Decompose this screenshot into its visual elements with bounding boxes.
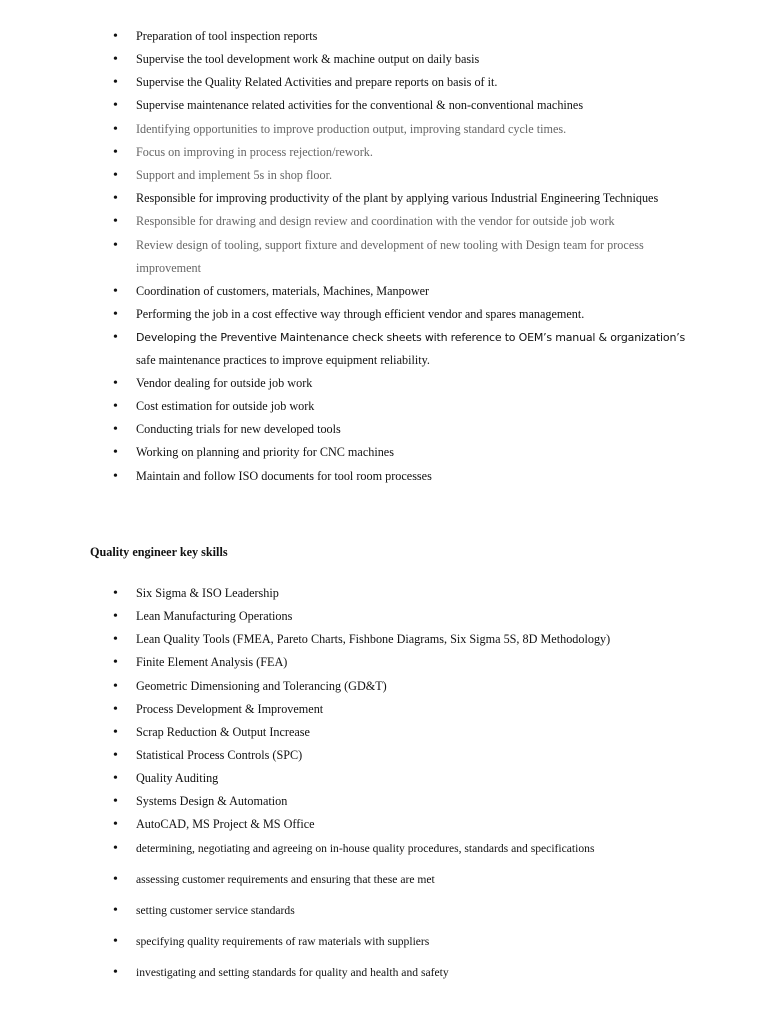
bullet-icon: • (113, 655, 118, 670)
bullet-icon: • (113, 98, 118, 113)
bullet-icon: • (113, 399, 118, 414)
bullet-icon: • (113, 145, 118, 160)
bullet-icon: • (113, 168, 118, 183)
bullet-icon: • (113, 238, 118, 253)
bullet-icon: • (113, 469, 118, 484)
bullet-icon: • (113, 794, 118, 809)
bullet-icon: • (113, 725, 118, 740)
bullet-icon: • (113, 872, 118, 887)
bullet-icon: • (113, 748, 118, 763)
bullet-icon: • (113, 75, 118, 90)
bullet-icon: • (113, 284, 118, 299)
bullet-icon: • (113, 586, 118, 601)
bullet-icon: • (113, 422, 118, 437)
section-heading: Quality engineer key skills (90, 545, 228, 559)
list-item-continuation: improvement (136, 261, 201, 275)
bullet-icon: • (113, 903, 118, 918)
bullet-icon: • (113, 214, 118, 229)
list-item-continuation: safe maintenance practices to improve equipment reliability. (136, 353, 430, 367)
bullet-icon: • (113, 307, 118, 322)
bullet-icon: • (113, 52, 118, 67)
bullet-icon: • (113, 841, 118, 856)
bullet-icon: • (113, 965, 118, 980)
bullet-icon: • (113, 445, 118, 460)
bullet-icon: • (113, 376, 118, 391)
bullet-icon: • (113, 29, 118, 44)
bullet-icon: • (113, 771, 118, 786)
bullet-icon: • (113, 122, 118, 137)
bullet-icon: • (113, 702, 118, 717)
bullet-icon: • (113, 191, 118, 206)
bullet-icon: • (113, 817, 118, 832)
bullet-icon: • (113, 934, 118, 949)
bullet-icon: • (113, 679, 118, 694)
bullet-icon: • (113, 609, 118, 624)
bullet-icon: • (113, 330, 118, 345)
bullet-icon: • (113, 632, 118, 647)
